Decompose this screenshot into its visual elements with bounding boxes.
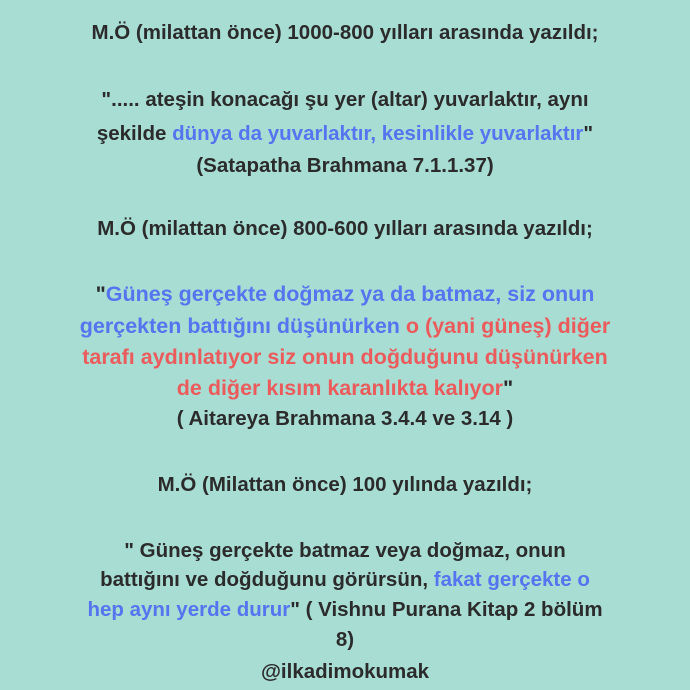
section2-quote-line1	[0, 281, 690, 307]
section1-heading: M.Ö (milattan önce) 1000-800 yılları arasında yazıldı;	[91, 21, 599, 44]
section2-quote-line4	[0, 375, 690, 401]
section2-quote-line2-highlight: gerçekten battığını düşünürken	[79, 314, 406, 338]
section3-quote-line4: 8)	[335, 628, 355, 651]
section1-quote-highlight: dünya da yuvarlaktır, kesinlikle yuvarlaktır	[172, 122, 584, 145]
section1-source: (Satapatha Brahmana 7.1.1.37)	[196, 154, 494, 177]
section2-quote-line4-end: "	[503, 376, 514, 400]
section3-quote-line2-highlight: fakat gerçekte o	[433, 568, 590, 591]
section3-quote-line2	[0, 567, 690, 593]
footer-handle: @ilkadimokumak	[260, 660, 430, 683]
section3-quote-line1: " Güneş gerçekte batmaz veya doğmaz, onun	[124, 539, 566, 562]
section2-quote-line1-highlight: Güneş gerçekte doğmaz ya da batmaz, siz onun	[105, 282, 595, 306]
section3-quote-line3	[0, 597, 690, 623]
section1-quote-line1: "..... ateşin konacağı şu yer (altar) yuvarlaktır, aynı	[101, 88, 589, 111]
section1-quote-line2	[0, 121, 690, 147]
section3-quote-line2-start: battığını ve doğduğunu görürsün,	[100, 568, 434, 591]
section3-heading: M.Ö (Milattan önce) 100 yılında yazıldı;	[157, 473, 533, 496]
section3-quote-line3-end: " ( Vishnu Purana Kitap 2 bölüm	[290, 598, 603, 621]
section1-quote-line2-start: şekilde	[96, 122, 173, 145]
section2-quote-line1-start: "	[95, 282, 106, 306]
section2-quote-line2	[0, 313, 690, 339]
section2-source: ( Aitareya Brahmana 3.4.4 ve 3.14 )	[176, 407, 514, 430]
section3-quote-line3-highlight: hep aynı yerde durur	[87, 598, 291, 621]
section2-heading: M.Ö (milattan önce) 800-600 yılları arasında yazıldı;	[97, 217, 593, 240]
section1-quote-line2-end: "	[583, 122, 594, 145]
section2-quote-line3	[0, 344, 690, 370]
section2-quote-line2-red: o (yani güneş) diğer	[405, 314, 611, 338]
section2-quote-line3-red: tarafı aydınlatıyor siz onun doğduğunu düşünürken	[82, 345, 608, 369]
section2-quote-line4-red: de diğer kısım karanlıkta kalıyor	[176, 376, 504, 400]
